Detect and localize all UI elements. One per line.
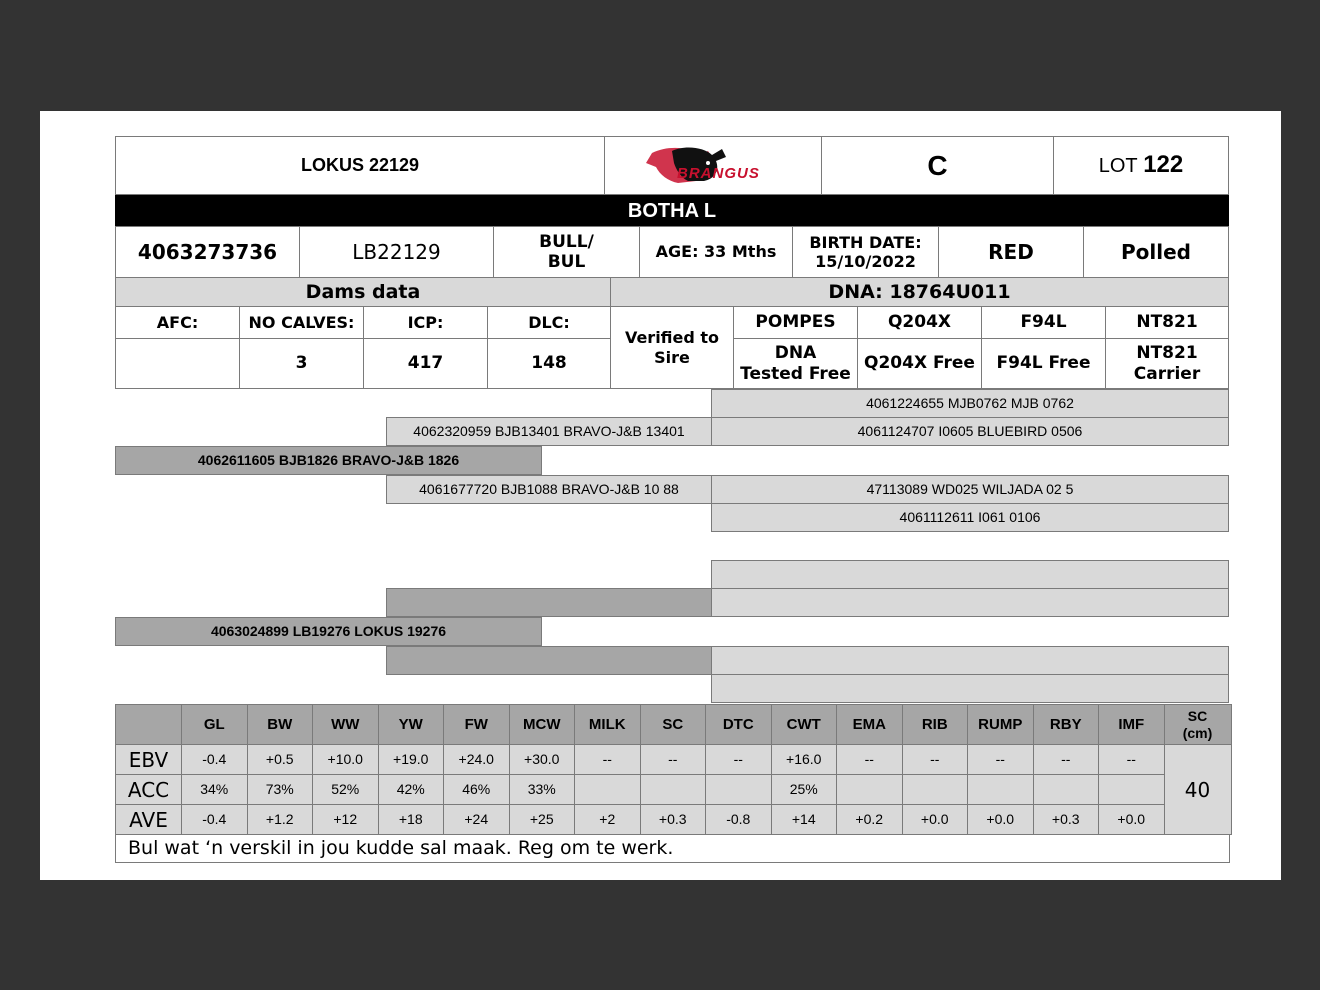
ebv-header-rump: RUMP [967, 704, 1034, 745]
ebv-header-imf: IMF [1098, 704, 1165, 745]
ebv-value-cell: +10.0 [312, 744, 379, 775]
sex: BULL/ BUL [493, 226, 640, 278]
ebv-value-cell: +30.0 [509, 744, 576, 775]
lot-label: LOT [1098, 154, 1138, 177]
pedigree-dam-sire [386, 588, 712, 617]
lot-card [40, 111, 1281, 880]
afc-header: AFC: [115, 306, 240, 339]
nt821-header: NT821 [1105, 306, 1229, 339]
pedigree-dsd [711, 588, 1229, 617]
ebv-value-cell: -- [967, 744, 1034, 775]
ebv-header-fw: FW [443, 704, 510, 745]
ebv-value-cell [1033, 774, 1100, 805]
ebv-value-cell: +0.3 [640, 804, 707, 835]
ebv-value-cell: 73% [247, 774, 314, 805]
ebv-value-cell: +19.0 [378, 744, 445, 775]
ebv-header-ww: WW [312, 704, 379, 745]
dams-heading: Dams data [115, 277, 611, 307]
ebv-header-rby: RBY [1033, 704, 1100, 745]
ebv-value-cell [705, 774, 772, 805]
ebv-value-cell [836, 774, 903, 805]
nt821-value: NT821 Carrier [1105, 338, 1229, 389]
ebv-value-cell: -0.4 [181, 744, 248, 775]
ebv-value-cell: +0.2 [836, 804, 903, 835]
pedigree-dss [711, 560, 1229, 589]
ebv-value-cell: +1.2 [247, 804, 314, 835]
ebv-header-sc: SC [640, 704, 707, 745]
ebv-header-bw: BW [247, 704, 314, 745]
comment-text: Bul wat ‘n verskil in jou kudde sal maak. Reg om te werk. [115, 834, 1230, 863]
ebv-corner-cell [115, 704, 182, 745]
ebv-row-label-ave: AVE [115, 804, 182, 835]
ebv-value-cell: +2 [574, 804, 641, 835]
ebv-header-gl: GL [181, 704, 248, 745]
ebv-value-cell: +24 [443, 804, 510, 835]
ebv-value-cell: +0.3 [1033, 804, 1100, 835]
dlc-value: 148 [487, 338, 611, 389]
ebv-value-cell: -- [1033, 744, 1100, 775]
ebv-value-cell: -- [705, 744, 772, 775]
no-calves-value: 3 [239, 338, 364, 389]
ebv-value-cell: -- [902, 744, 969, 775]
lokus-name: LOKUS 22129 [115, 136, 605, 195]
ebv-value-cell: 25% [771, 774, 838, 805]
ebv-header-mcw: MCW [509, 704, 576, 745]
brangus-logo [604, 136, 822, 195]
ebv-row-label-acc: ACC [115, 774, 182, 805]
ebv-table [115, 704, 1229, 862]
ebv-value-cell: -- [640, 744, 707, 775]
ebv-value-cell [574, 774, 641, 805]
sc-cm-value: 40 [1164, 744, 1232, 835]
pedigree-ssd: 4061124707 I0605 BLUEBIRD 0506 [711, 417, 1229, 446]
pedigree-sire: 4062611605 BJB1826 BRAVO-J&B 1826 [115, 446, 542, 475]
ebv-value-cell: +0.0 [967, 804, 1034, 835]
ebv-value-cell [902, 774, 969, 805]
q204x-header: Q204X [857, 306, 982, 339]
colour: RED [938, 226, 1084, 278]
q204x-value: Q204X Free [857, 338, 982, 389]
birth-date: BIRTH DATE: 15/10/2022 [792, 226, 939, 278]
ebv-header-dtc: DTC [705, 704, 772, 745]
ebv-header-cwt: CWT [771, 704, 838, 745]
dna-heading: DNA: 18764U011 [610, 277, 1229, 307]
f94l-value: F94L Free [981, 338, 1106, 389]
logo-text: BRANGUS [677, 165, 760, 182]
age: AGE: 33 Mths [639, 226, 793, 278]
ebv-value-cell: +0.5 [247, 744, 314, 775]
sc-cm-header: SC (cm) [1164, 704, 1232, 745]
pedigree-sss: 4061224655 MJB0762 MJB 0762 [711, 389, 1229, 418]
lot-number-cell [1053, 136, 1229, 195]
afc-value [115, 338, 240, 389]
ebv-value-cell: +18 [378, 804, 445, 835]
ebv-value-cell: 42% [378, 774, 445, 805]
ebv-value-cell [640, 774, 707, 805]
pedigree-sdd: 4061112611 I061 0106 [711, 503, 1229, 532]
pedigree-sire-sire: 4062320959 BJB13401 BRAVO-J&B 13401 [386, 417, 712, 446]
ebv-value-cell: +25 [509, 804, 576, 835]
ebv-value-cell: +24.0 [443, 744, 510, 775]
verified-to-sire: Verified to Sire [610, 306, 734, 389]
ebv-value-cell: +0.0 [902, 804, 969, 835]
icp-header: ICP: [363, 306, 488, 339]
ebv-value-cell: +0.0 [1098, 804, 1165, 835]
ebv-header-rib: RIB [902, 704, 969, 745]
pedigree-dds [711, 646, 1229, 675]
ebv-value-cell: 52% [312, 774, 379, 805]
breeder-title: BOTHA L [115, 195, 1229, 227]
ebv-value-cell: 46% [443, 774, 510, 805]
ebv-header-ema: EMA [836, 704, 903, 745]
ebv-value-cell [967, 774, 1034, 805]
ebv-value-cell: 34% [181, 774, 248, 805]
ebv-row-label-ebv: EBV [115, 744, 182, 775]
ebv-value-cell: +12 [312, 804, 379, 835]
pedigree-ddd [711, 674, 1229, 703]
ebv-value-cell: +16.0 [771, 744, 838, 775]
ebv-value-cell: -- [836, 744, 903, 775]
ebv-value-cell: 33% [509, 774, 576, 805]
pompes-value: DNA Tested Free [733, 338, 858, 389]
ebv-value-cell [1098, 774, 1165, 805]
ebv-header-yw: YW [378, 704, 445, 745]
ebv-value-cell: -- [1098, 744, 1165, 775]
horn-status: Polled [1083, 226, 1229, 278]
pedigree-sire-dam: 4061677720 BJB1088 BRAVO-J&B 10 88 [386, 475, 712, 504]
icp-value: 417 [363, 338, 488, 389]
pompes-header: POMPES [733, 306, 858, 339]
ebv-value-cell: +14 [771, 804, 838, 835]
ebv-value-cell: -- [574, 744, 641, 775]
animal-id: 4063273736 [115, 226, 300, 278]
lot-number: 122 [1143, 151, 1184, 179]
pedigree-sds: 47113089 WD025 WILJADA 02 5 [711, 475, 1229, 504]
f94l-header: F94L [981, 306, 1106, 339]
pedigree-dam-dam [386, 646, 712, 675]
dlc-header: DLC: [487, 306, 611, 339]
reg-number: LB22129 [299, 226, 494, 278]
ebv-header-milk: MILK [574, 704, 641, 745]
grade: C [821, 136, 1054, 195]
pedigree-dam: 4063024899 LB19276 LOKUS 19276 [115, 617, 542, 646]
ebv-value-cell: -0.4 [181, 804, 248, 835]
no-calves-header: NO CALVES: [239, 306, 364, 339]
ebv-value-cell: -0.8 [705, 804, 772, 835]
